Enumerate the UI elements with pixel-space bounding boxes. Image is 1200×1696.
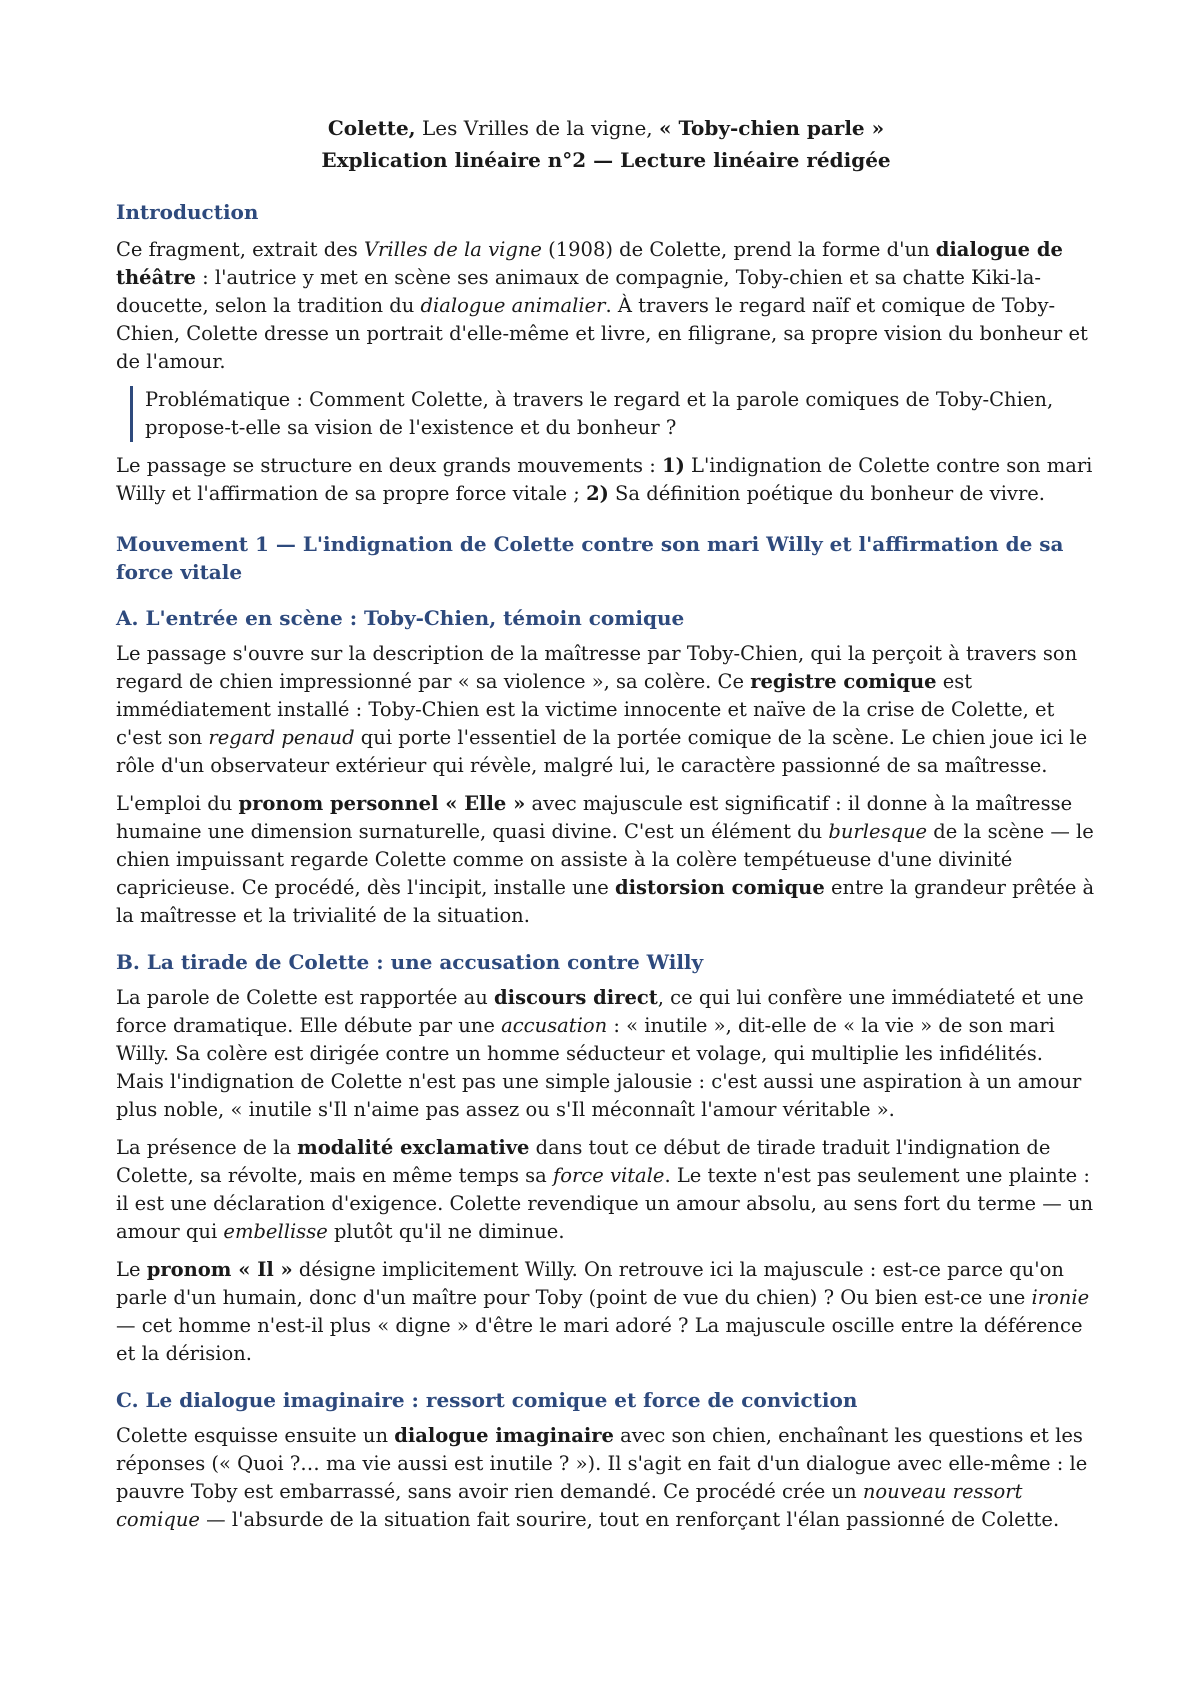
text-run: . Le texte n'est pas seulement une plainte : il est une déclaration d'exigence. Colette revendique un amour absolu, au sens fort du terme — un amour qui bbox=[116, 1164, 1094, 1243]
movement1-heading: Mouvement 1 — L'indignation de Colette contre son mari Willy et l'affirmation de sa force vitale bbox=[116, 532, 1064, 584]
bold-run: distorsion comique bbox=[614, 876, 825, 899]
intro-paragraph-2 bbox=[116, 452, 1096, 508]
problematique-text: Problématique : Comment Colette, à travers le regard et la parole comiques de Toby-Chien, propose-t-elle sa vision de l'existence et du bonheur ? bbox=[145, 388, 1054, 439]
italic-run: accusation bbox=[501, 1014, 608, 1037]
text-run: Le bbox=[116, 1258, 147, 1281]
italic-run: ironie bbox=[1031, 1286, 1090, 1309]
text-run: avec majuscule est significatif : il donne à la maîtresse humaine une dimension surnaturelle, quasi divine. C'est un élément du bbox=[116, 792, 1073, 843]
title-work: Les Vrilles de la vigne, bbox=[415, 116, 659, 140]
text-run: La parole de Colette est rapportée au bbox=[116, 986, 495, 1009]
intro-paragraph-1 bbox=[116, 236, 1096, 376]
bold-run: modalité exclamative bbox=[297, 1136, 530, 1159]
italic-run: nouveau ressort comique bbox=[116, 1480, 1023, 1531]
bold-run: dialogue de théâtre bbox=[116, 238, 1063, 289]
text-run: — l'absurde de la situation fait sourire, tout en renforçant l'élan passionné de Colette. bbox=[199, 1508, 1060, 1531]
text-run: . À travers le regard naïf et comique de Toby-Chien, Colette dresse un portrait d'elle-même et livre, en filigrane, sa propre vision du bonheur et de l'amour. bbox=[116, 294, 1088, 373]
partB-heading: B. La tirade de Colette : une accusation contre Willy bbox=[116, 950, 704, 974]
text-run: L'indignation de Colette contre son mari Willy et l'affirmation de sa propre force vitale ; bbox=[116, 454, 1093, 505]
title-excerpt: « Toby-chien parle » bbox=[659, 116, 885, 140]
text-run: L'emploi du bbox=[116, 792, 239, 815]
text-run: qui porte l'essentiel de la portée comique de la scène. Le chien joue ici le rôle d'un observateur extérieur qui révèle, malgré lui, le caractère passionné de sa maîtresse. bbox=[116, 726, 1088, 777]
italic-run: dialogue animalier bbox=[420, 294, 606, 317]
bold-run: dialogue imaginaire bbox=[394, 1424, 614, 1447]
text-run: Ce fragment, extrait des bbox=[116, 238, 364, 261]
italic-run: burlesque bbox=[828, 820, 928, 843]
partB-paragraph-3 bbox=[116, 1256, 1096, 1368]
title-subtitle: Explication linéaire n°2 — Lecture linéaire rédigée bbox=[321, 148, 891, 172]
bold-run: 2) bbox=[586, 482, 609, 505]
partB-paragraph-2 bbox=[116, 1134, 1096, 1246]
text-run: (1908) de Colette, prend la forme d'un bbox=[541, 238, 936, 261]
title-line-2 bbox=[116, 144, 1096, 176]
italic-run: regard penaud bbox=[208, 726, 355, 749]
partA-paragraph-1 bbox=[116, 640, 1096, 780]
text-run: Colette esquisse ensuite un bbox=[116, 1424, 395, 1447]
text-run: , ce qui lui confère une immédiateté et une force dramatique. Elle débute par une bbox=[116, 986, 1084, 1037]
italic-run: Vrilles de la vigne bbox=[363, 238, 542, 261]
italic-run: force vitale bbox=[553, 1164, 665, 1187]
partA-heading: A. L'entrée en scène : Toby-Chien, témoin comique bbox=[116, 606, 685, 630]
text-run: Le passage s'ouvre sur la description de la maîtresse par Toby-Chien, qui la perçoit à travers son regard de chien impressionné par « sa violence », sa colère. Ce bbox=[116, 642, 1078, 693]
title-block bbox=[116, 112, 1096, 176]
problematique-quote bbox=[130, 386, 1096, 442]
text-run: La présence de la bbox=[116, 1136, 298, 1159]
text-run: plutôt qu'il ne diminue. bbox=[327, 1220, 565, 1243]
partC-paragraph-1 bbox=[116, 1422, 1096, 1534]
bold-run: pronom « Il » bbox=[146, 1258, 293, 1281]
text-run: Le passage se structure en deux grands mouvements : bbox=[116, 454, 662, 477]
title-author: Colette, bbox=[327, 116, 416, 140]
text-run: entre la grandeur prêtée à la maîtresse et la trivialité de la situation. bbox=[116, 876, 1095, 927]
document-page bbox=[116, 112, 1096, 1544]
bold-run: pronom personnel « Elle » bbox=[238, 792, 526, 815]
text-run: avec son chien, enchaînant les questions et les réponses (« Quoi ?… ma vie aussi est inutile ? »). Il s'agit en fait d'un dialogue avec elle-même : le pauvre Toby est embarrassé, sans avoir rien demandé. Ce procédé crée un bbox=[116, 1424, 1088, 1503]
partC-heading: C. Le dialogue imaginaire : ressort comique et force de conviction bbox=[116, 1388, 858, 1412]
partA-paragraph-2 bbox=[116, 790, 1096, 930]
text-run: — cet homme n'est-il plus « digne » d'être le mari adoré ? La majuscule oscille entre la déférence et la dérision. bbox=[116, 1314, 1083, 1365]
partB-paragraph-1 bbox=[116, 984, 1096, 1124]
text-run: : « inutile », dit-elle de « la vie » de son mari Willy. Sa colère est dirigée contre un homme séducteur et volage, qui multiplie les infidélités. Mais l'indignation de Colette n'est pas une simple jalousie : c'est aussi une aspiration à un amour plus noble, « inutile s'Il n'aime pas assez ou s'Il méconnaît l'amour véritable ». bbox=[116, 1014, 1082, 1121]
text-run: de la scène — le chien impuissant regarde Colette comme on assiste à la colère tempétueuse d'une divinité capricieuse. Ce procédé, dès l'incipit, installe une bbox=[116, 820, 1094, 899]
text-run: dans tout ce début de tirade traduit l'indignation de Colette, sa révolte, mais en même temps sa bbox=[116, 1136, 1051, 1187]
text-run: : l'autrice y met en scène ses animaux de compagnie, Toby-chien et sa chatte Kiki-la-doucette, selon la tradition du bbox=[116, 266, 1041, 317]
text-run: est immédiatement installé : Toby-Chien est la victime innocente et naïve de la crise de Colette, et c'est son bbox=[116, 670, 1055, 749]
bold-run: 1) bbox=[662, 454, 685, 477]
text-run: Sa définition poétique du bonheur de vivre. bbox=[608, 482, 1046, 505]
intro-heading: Introduction bbox=[116, 200, 259, 224]
text-run: désigne implicitement Willy. On retrouve ici la majuscule : est-ce parce qu'on parle d'un humain, donc d'un maître pour Toby (point de vue du chien) ? Ou bien est-ce une bbox=[116, 1258, 1064, 1309]
italic-run: embellisse bbox=[223, 1220, 328, 1243]
bold-run: registre comique bbox=[750, 670, 937, 693]
bold-run: discours direct bbox=[494, 986, 658, 1009]
title-line-1 bbox=[116, 112, 1096, 144]
